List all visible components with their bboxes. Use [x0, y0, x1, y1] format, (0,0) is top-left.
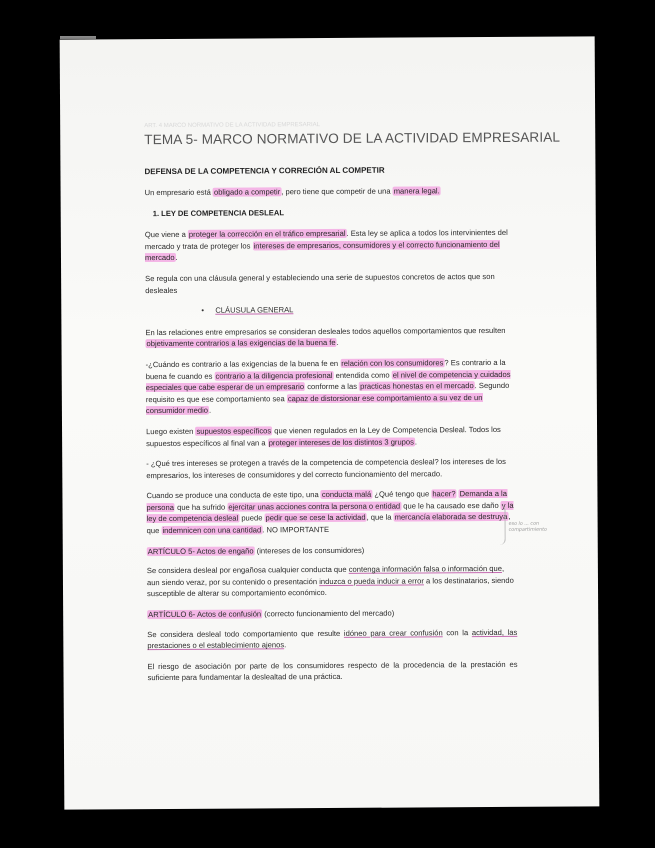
highlight: ARTÍCULO 6- Actos de confusión	[148, 609, 262, 620]
highlight: proteger intereses de los distintos 3 grupos	[268, 436, 414, 447]
text-run: entendida como	[333, 370, 392, 380]
highlight: hacer?	[432, 489, 456, 499]
underline: idóneo para crear confusión	[343, 627, 443, 638]
bullet-dot: •	[201, 305, 205, 315]
highlight: el nivel de competencia y cuidados especiales que cabe esperar de un empresario	[145, 369, 511, 393]
text-run: Un empresario está	[144, 187, 213, 198]
highlight: relación con los consumidores	[341, 358, 444, 368]
paragraph-regulacion: Se regula con una cláusula general y estableciendo una serie de supuestos concretos de actos que son desleales	[145, 271, 495, 295]
faint-bleed-through-text: ART. 4 MARCO NORMATIVO DE LA ACTIVIDAD EMPRESARIAL	[144, 122, 321, 130]
paragraph-supuestos	[146, 424, 516, 449]
highlight: capaz de distorsionar ese comportamiento a su vez de un consumidor medio	[145, 392, 483, 416]
text-run: puede	[239, 513, 265, 524]
text-run: Que viene a	[144, 230, 188, 240]
highlight: conducta malá	[321, 490, 372, 500]
text-run: (correcto funcionamiento del mercado)	[262, 608, 395, 619]
highlight: mercancía elaborada se destruya	[394, 512, 508, 523]
text-run: .	[284, 640, 287, 650]
underline: contenga información falsa o información que	[348, 564, 502, 575]
text-run: . Segundo requisito es que ese comportamiento sea	[145, 381, 510, 404]
paragraph-riesgo: El riesgo de asociación por parte de los consumidores respecto de la procedencia de la prestación es suficiente para fundamentar la deslealtad de una práctica.	[147, 659, 518, 683]
text-run: , que	[146, 512, 511, 536]
bullet-clausula-general	[201, 303, 515, 317]
text-run: que le ha causado ese daño	[401, 500, 501, 511]
handwritten-margin-note: eso lo ... con compartimiento	[508, 521, 547, 533]
text-run: a los destinatarios, siendo susceptible de alterar su comportamiento económico.	[147, 575, 514, 599]
highlight: y la ley de competencia desleal	[146, 500, 514, 524]
article-5-heading	[147, 544, 517, 558]
text-run: En las relaciones entre empresarios se consideran desleales todos aquellos comportamientos que resulten	[145, 325, 506, 337]
highlight: ARTÍCULO 5- Actos de engaño	[147, 546, 254, 556]
text-run: .	[336, 338, 339, 348]
text-run: que ha sufrido	[174, 502, 228, 512]
text-run: que vienen regulados en la Ley de Competencia Desleal. Todos los supuestos específicos al final van a	[146, 424, 501, 448]
text-run: ? Es contrario a la buena fe cuando es	[145, 357, 506, 381]
text-run: . Esta ley se aplica a todos los intervinientes del mercado y trata de proteger los	[144, 228, 508, 251]
highlight: intereses de empresarios, consumidores y el correcto funcionamiento del mercado	[144, 239, 500, 263]
highlight: pedir que se cese la actividad	[265, 513, 366, 523]
section-heading: DEFENSA DE LA COMPETENCIA Y CORRECIÓN AL COMPETIR	[144, 165, 385, 177]
highlight: Demanda a la persona	[146, 489, 507, 512]
margin-brace	[499, 505, 506, 545]
underline: actividad, las prestaciones o el establecimiento ajenos	[147, 627, 518, 651]
text-run: , aun siendo veraz, por su contenido o presentación	[146, 564, 505, 587]
text-run: conforme a las	[305, 381, 360, 392]
text-run: con la	[442, 627, 472, 637]
paragraph-relaciones	[145, 325, 515, 350]
paragraph-confusion	[147, 626, 517, 651]
highlight: contrario a la diligencia profesional	[215, 370, 333, 381]
text-run: (intereses de los consumidores)	[254, 545, 365, 556]
text-run: Se considera desleal por engañosa cualquier conducta que	[146, 565, 349, 576]
highlight: supuestos específicos	[196, 426, 272, 436]
text-run: .	[414, 436, 418, 446]
paragraph-ley	[145, 227, 515, 264]
text-run: . NO IMPORTANTE	[262, 525, 330, 535]
text-run: .	[175, 253, 178, 263]
text-run: , pero tiene que competir de una	[281, 186, 393, 197]
underline: induzca o pueda inducir a error	[319, 576, 424, 586]
bullet-label: CLÁUSULA GENERAL	[215, 305, 294, 315]
paragraph-conducta	[146, 488, 516, 537]
text-run: , que la	[366, 513, 394, 523]
highlight: indemnicen con una cantidad	[162, 525, 262, 536]
highlight: obligado a competir	[213, 187, 281, 197]
paragraph-tres-intereses: - ¿Qué tres intereses se protegen a través de la competencia de competencia desleal? los intereses de los empresarios, los intereses de consumidores y del correcto funcionamiento del mercado.	[146, 457, 506, 480]
document-page	[60, 36, 600, 809]
paragraph-buena-fe	[146, 357, 516, 417]
page-title: TEMA 5- MARCO NORMATIVO DE LA ACTIVIDAD EMPRESARIAL	[144, 129, 561, 148]
subsection-heading: 1. LEY DE COMPETENCIA DESLEAL	[152, 207, 284, 218]
highlight: proteger la corrección en el tráfico empresarial	[188, 229, 346, 240]
highlight: objetivamente contrarios a las exigencias de la buena fe	[146, 338, 336, 349]
paragraph-intro	[145, 185, 515, 199]
text-run: ¿Qué tengo que	[372, 489, 432, 500]
highlight: practicas honestas en el mercado	[360, 381, 474, 391]
text-run: Luego existen	[146, 426, 196, 437]
paragraph-engano	[147, 563, 517, 600]
text-run: .	[208, 406, 212, 416]
highlight: ejercitar unas acciones contra la persona o entidad	[228, 501, 401, 512]
highlight: manera legal.	[393, 186, 440, 196]
article-6-heading	[147, 607, 517, 621]
text-run: Cuando se produce una conducta de este tipo, una	[146, 490, 321, 501]
text-run: -¿Cuándo es contrario a las exigencias de la buena fe en	[145, 358, 341, 370]
text-run: Se considera desleal todo comportamiento que resulte	[147, 628, 344, 639]
